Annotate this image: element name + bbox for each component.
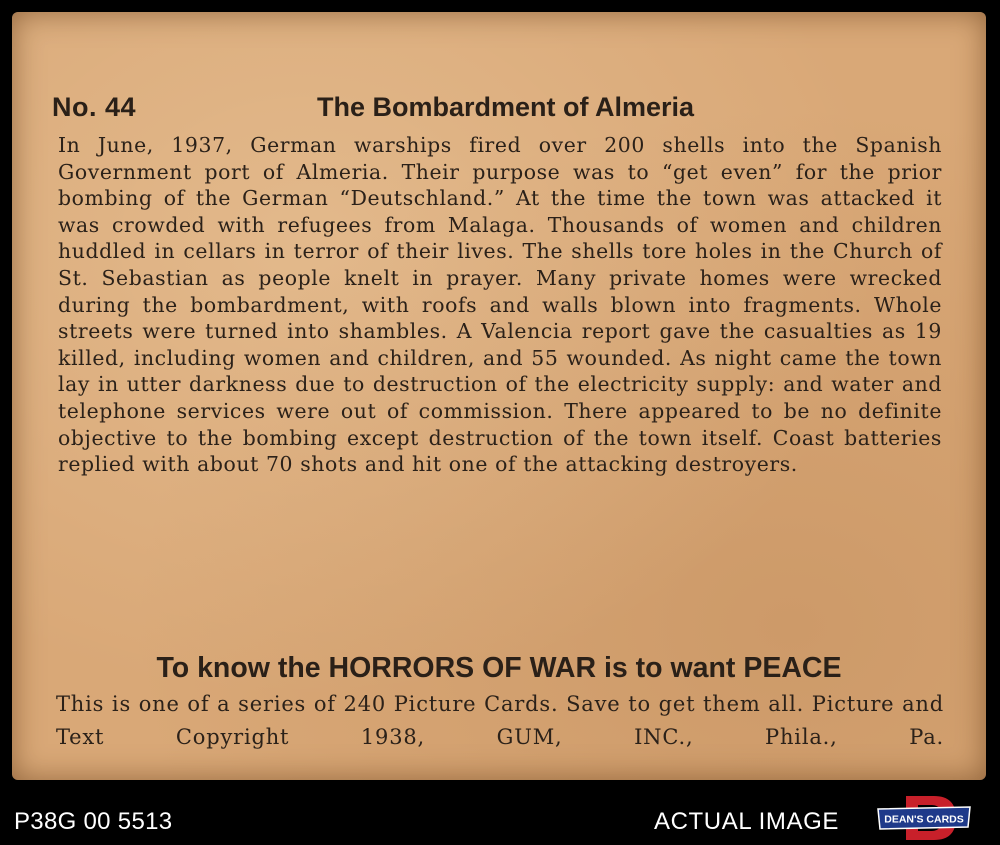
logo-text: DEAN'S CARDS bbox=[884, 813, 964, 826]
card-slogan: To know the HORRORS OF WAR is to want PEACE bbox=[156, 652, 842, 684]
deans-cards-logo bbox=[876, 796, 972, 840]
card-description: In June, 1937, German warships fired over 200 shells into the Spanish Government port of Almeria. Their purpose was to “get even” for the prior bombing of the German “Deutschland.” At the time the town was attacked it was crowded with refugees from Malaga. Thousands of women and children huddled in cellars in terror of their lives. The shells tore holes in the Church of St. Sebastian as people knelt in prayer. Many private homes were wrecked during the bombardment, with roofs and walls blown into fragments. Whole streets were turned into shambles. A Valencia report gave the casualties as 19 killed, including women and children, and 55 wounded. As night came the town lay in utter darkness due to destruction of the electricity supply: and water and telephone services were out of commission. There appeared to be no definite objective to the bombing except destruction of the town itself. Coast batteries replied with about 70 shots and hit one of the attacking destroyers. bbox=[58, 133, 942, 477]
card-footer-note: This is one of a series of 240 Picture Cards. Save to get them all. Picture and Text Copyright 1938, GUM, INC., Phila., Pa. bbox=[56, 692, 944, 749]
cert-number: P38G 00 5513 bbox=[14, 808, 173, 835]
card-back bbox=[12, 12, 986, 780]
card-header bbox=[52, 92, 952, 128]
deans-cards-logo-graphic bbox=[876, 796, 972, 840]
listing-bar bbox=[0, 790, 1000, 845]
card-title: The Bombardment of Almeria bbox=[317, 92, 695, 122]
actual-image-label: ACTUAL IMAGE bbox=[654, 808, 840, 835]
card-number: No. 44 bbox=[52, 92, 137, 122]
